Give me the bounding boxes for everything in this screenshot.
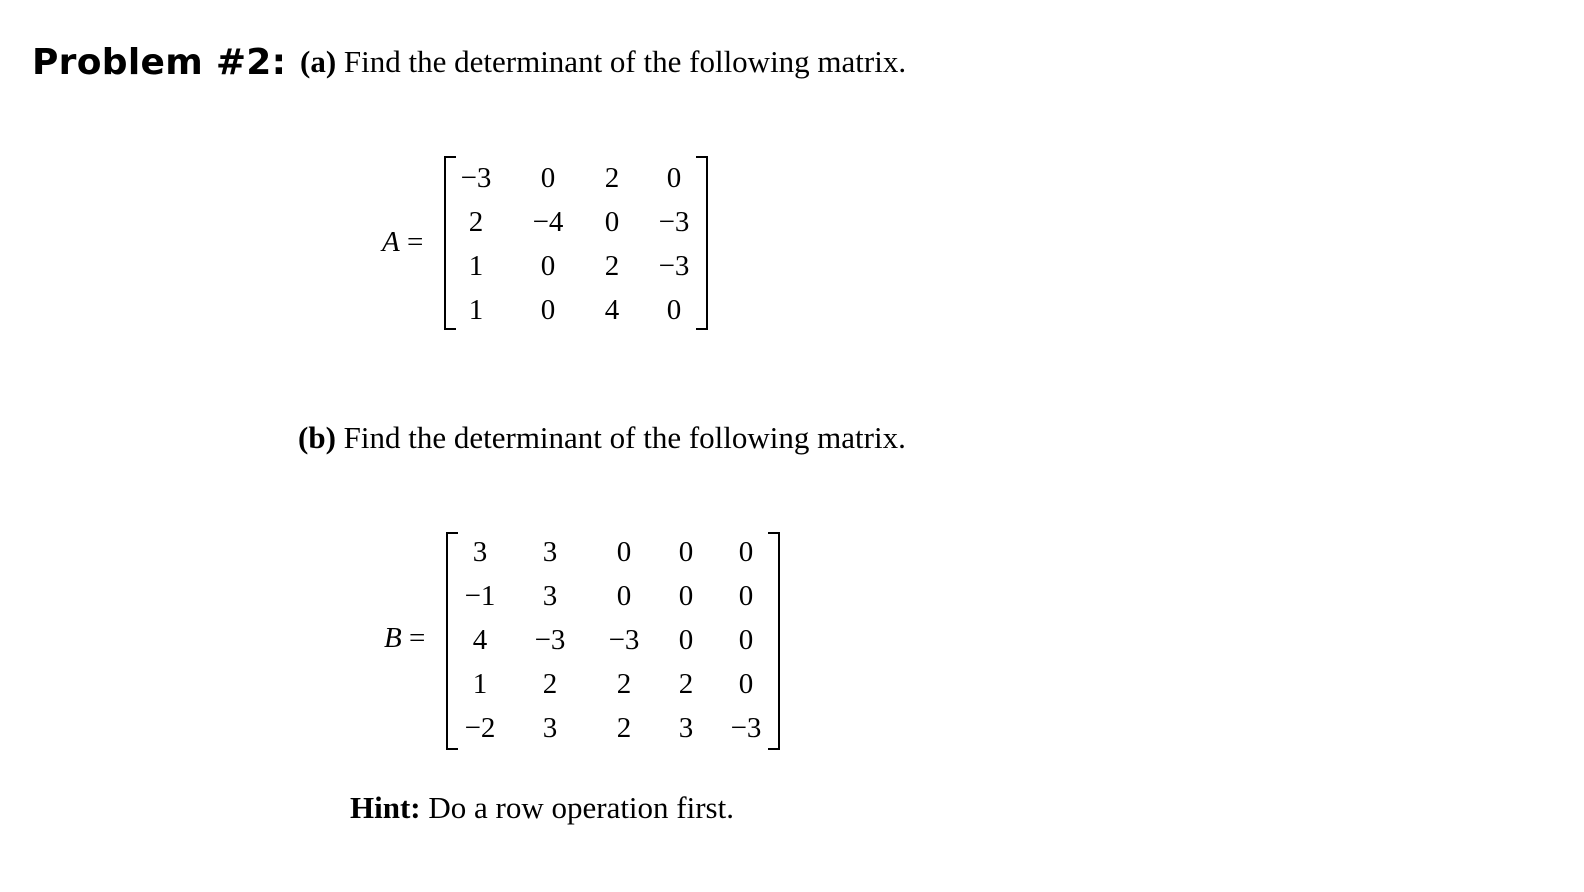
matrix-a-cell: 1 [468,250,484,282]
matrix-b-equals: = [408,622,426,654]
matrix-b-cell: 0 [738,580,754,612]
matrix-b-cell: 2 [542,668,558,700]
matrix-a-cell: 4 [604,294,620,326]
matrix-a-cell: 1 [468,294,484,326]
matrix-a-cell: 2 [604,250,620,282]
hint [350,790,734,826]
matrix-a-cell: 0 [540,294,556,326]
matrix-b-cell: 0 [678,580,694,612]
matrix-b-cell: 1 [472,668,488,700]
matrix-a-equals: = [406,226,424,258]
matrix-b-cell: 0 [738,668,754,700]
matrix-b-cell: 4 [472,624,488,656]
matrix-b-cell: −3 [608,624,640,656]
matrix-a-cell: 0 [540,250,556,282]
hint-text: Do a row operation first. [428,790,734,825]
hint-tag: Hint: [350,790,421,825]
matrix-a-cell: −3 [658,206,690,238]
matrix-b-cell: −2 [464,712,496,744]
matrix-b [446,532,780,750]
problem-label: Problem #2: [32,42,287,83]
matrix-b-cell: −1 [464,580,496,612]
matrix-b-cell: −3 [534,624,566,656]
matrix-a-cell: −3 [658,250,690,282]
matrix-b-cell: −3 [730,712,762,744]
matrix-b-lhs [384,622,425,655]
part-a-tag: (a) [300,44,337,79]
matrix-a-cell: 0 [604,206,620,238]
matrix-b-cell: 2 [678,668,694,700]
matrix-b-cell: 3 [542,536,558,568]
part-a-question [300,44,906,80]
matrix-b-cell: 3 [472,536,488,568]
matrix-b-cell: 0 [616,536,632,568]
matrix-b-name: B [384,622,402,654]
part-b-text: Find the determinant of the following matrix. [343,420,906,455]
matrix-a [444,156,708,330]
matrix-a-cell: 2 [468,206,484,238]
matrix-a-cell: 2 [604,162,620,194]
matrix-b-cell: 2 [616,668,632,700]
part-b-tag: (b) [298,420,336,455]
matrix-a-name: A [382,226,400,258]
matrix-b-cell: 0 [738,624,754,656]
matrix-b-cell: 3 [542,580,558,612]
part-b-question [298,420,906,456]
matrix-b-cell: 3 [678,712,694,744]
matrix-a-cell: 0 [666,294,682,326]
matrix-b-cell: 3 [542,712,558,744]
matrix-a-lhs [382,226,423,259]
matrix-a-cell: 0 [666,162,682,194]
part-a-text: Find the determinant of the following matrix. [343,44,907,79]
matrix-b-cell: 2 [616,712,632,744]
matrix-b-cell: 0 [678,536,694,568]
matrix-a-cell: −3 [460,162,492,194]
matrix-a-cell: 0 [540,162,556,194]
matrix-b-cell: 0 [738,536,754,568]
matrix-b-cell: 0 [678,624,694,656]
matrix-a-cell: −4 [532,206,564,238]
matrix-b-cell: 0 [616,580,632,612]
